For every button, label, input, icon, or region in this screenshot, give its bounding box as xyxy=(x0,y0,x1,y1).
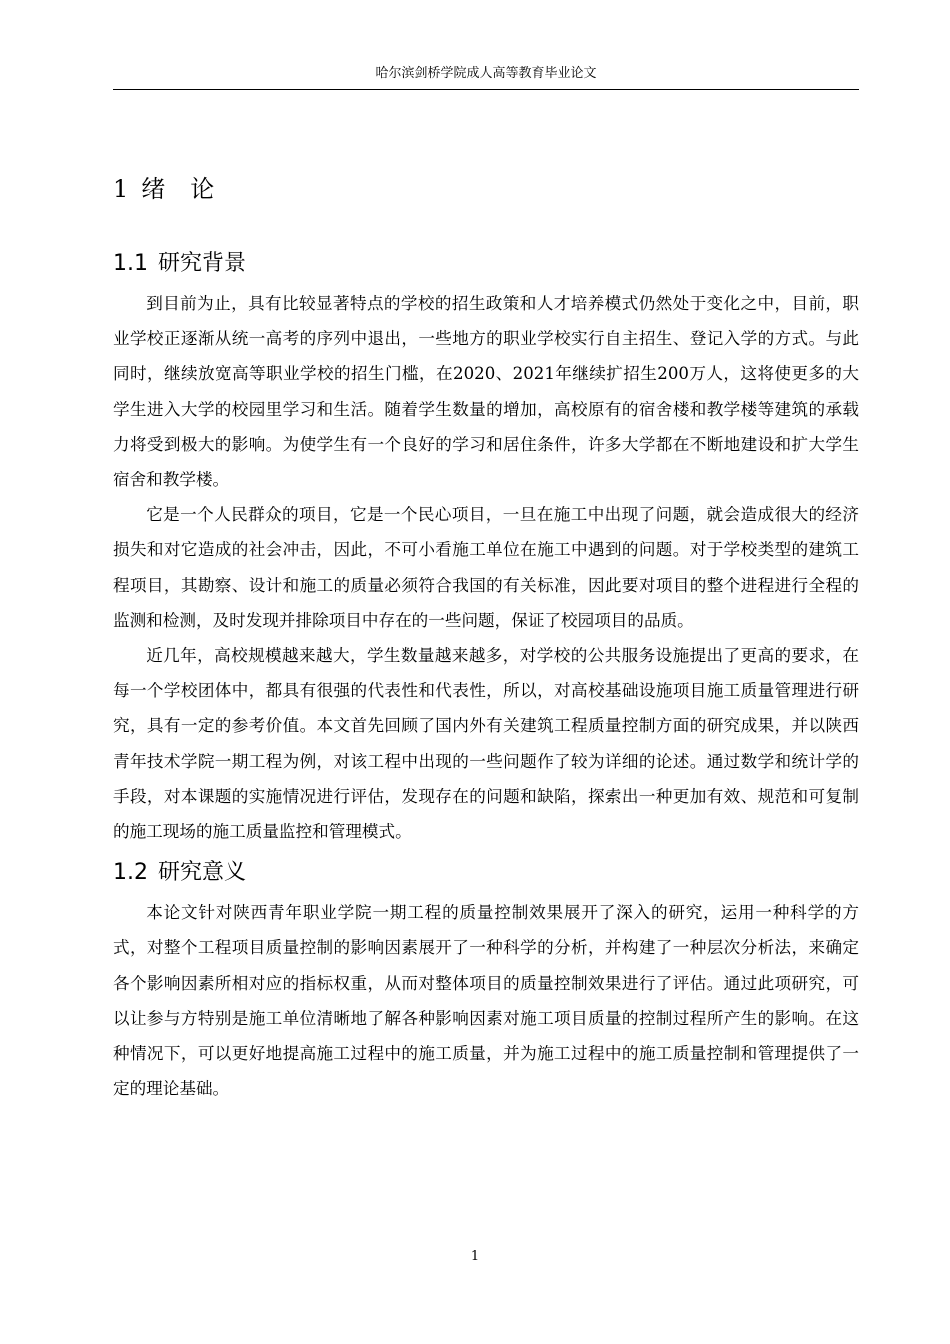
page-body xyxy=(113,170,859,1106)
paragraph: 到目前为止，具有比较显著特点的学校的招生政策和人才培养模式仍然处于变化之中，目前，职业学校正逐渐从统一高考的序列中退出，一些地方的职业学校实行自主招生、登记入学的方式。与此同时，继续放宽高等职业学校的招生门槛，在2020、2021年继续扩招生200万人，这将使更多的大学生进入大学的校园里学习和生活。随着学生数量的增加，高校原有的宿舍楼和教学楼等建筑的承载力将受到极大的影响。为使学生有一个良好的学习和居住条件，许多大学都在不断地建设和扩大学生宿舍和教学楼。 xyxy=(113,294,859,490)
page-number: 1 xyxy=(470,1249,480,1264)
paragraph: 近几年，高校规模越来越大，学生数量越来越多，对学校的公共服务设施提出了更高的要求，在每一个学校团体中，都具有很强的代表性和代表性，所以，对高校基础设施项目施工质量管理进行研究，具有一定的参考价值。本文首先回顾了国内外有关建筑工程质量控制方面的研究成果，并以陕西青年技术学院一期工程为例，对该工程中出现的一些问题作了较为详细的论述。通过数学和统计学的手段，对本课题的实施情况进行评估，发现存在的问题和缺陷，探索出一种更加有效、规范和可复制的施工现场的施工质量监控和管理模式。 xyxy=(113,646,859,842)
page-header xyxy=(113,64,859,90)
chapter-number: 1 xyxy=(113,175,130,203)
section-title-significance xyxy=(113,857,859,889)
paragraph: 它是一个人民群众的项目，它是一个民心项目，一旦在施工中出现了问题，就会造成很大的经济损失和对它造成的社会冲击，因此，不可小看施工单位在施工中遇到的问题。对于学校类型的建筑工程项目，其勘察、设计和施工的质量必须符合我国的有关标准，因此要对项目的整个进程进行全程的监测和检测，及时发现并排除项目中存在的一些问题，保证了校园项目的品质。 xyxy=(113,505,859,630)
chapter-title xyxy=(113,170,859,208)
section-number: 1.1 xyxy=(113,251,148,276)
section-title-background xyxy=(113,248,859,280)
paragraph: 本论文针对陕西青年职业学院一期工程的质量控制效果展开了深入的研究，运用一种科学的方式，对整个工程项目质量控制的影响因素展开了一种科学的分析，并构建了一种层次分析法，来确定各个影响因素所相对应的指标权重，从而对整体项目的质量控制效果进行了评估。通过此项研究，可以让参与方特别是施工单位清晰地了解各种影响因素对施工项目质量的控制过程所产生的影响。在这种情况下，可以更好地提高施工过程中的施工质量，并为施工过程中的施工质量控制和管理提供了一定的理论基础。 xyxy=(113,903,859,1099)
section-heading-text: 研究意义 xyxy=(158,860,247,886)
section-heading-text: 研究背景 xyxy=(158,251,247,276)
chapter-title-part1: 绪 xyxy=(141,175,167,203)
header-text: 哈尔滨剑桥学院成人高等教育毕业论文 xyxy=(375,66,597,81)
section-number: 1.2 xyxy=(113,860,148,886)
chapter-title-part2: 论 xyxy=(190,175,216,203)
